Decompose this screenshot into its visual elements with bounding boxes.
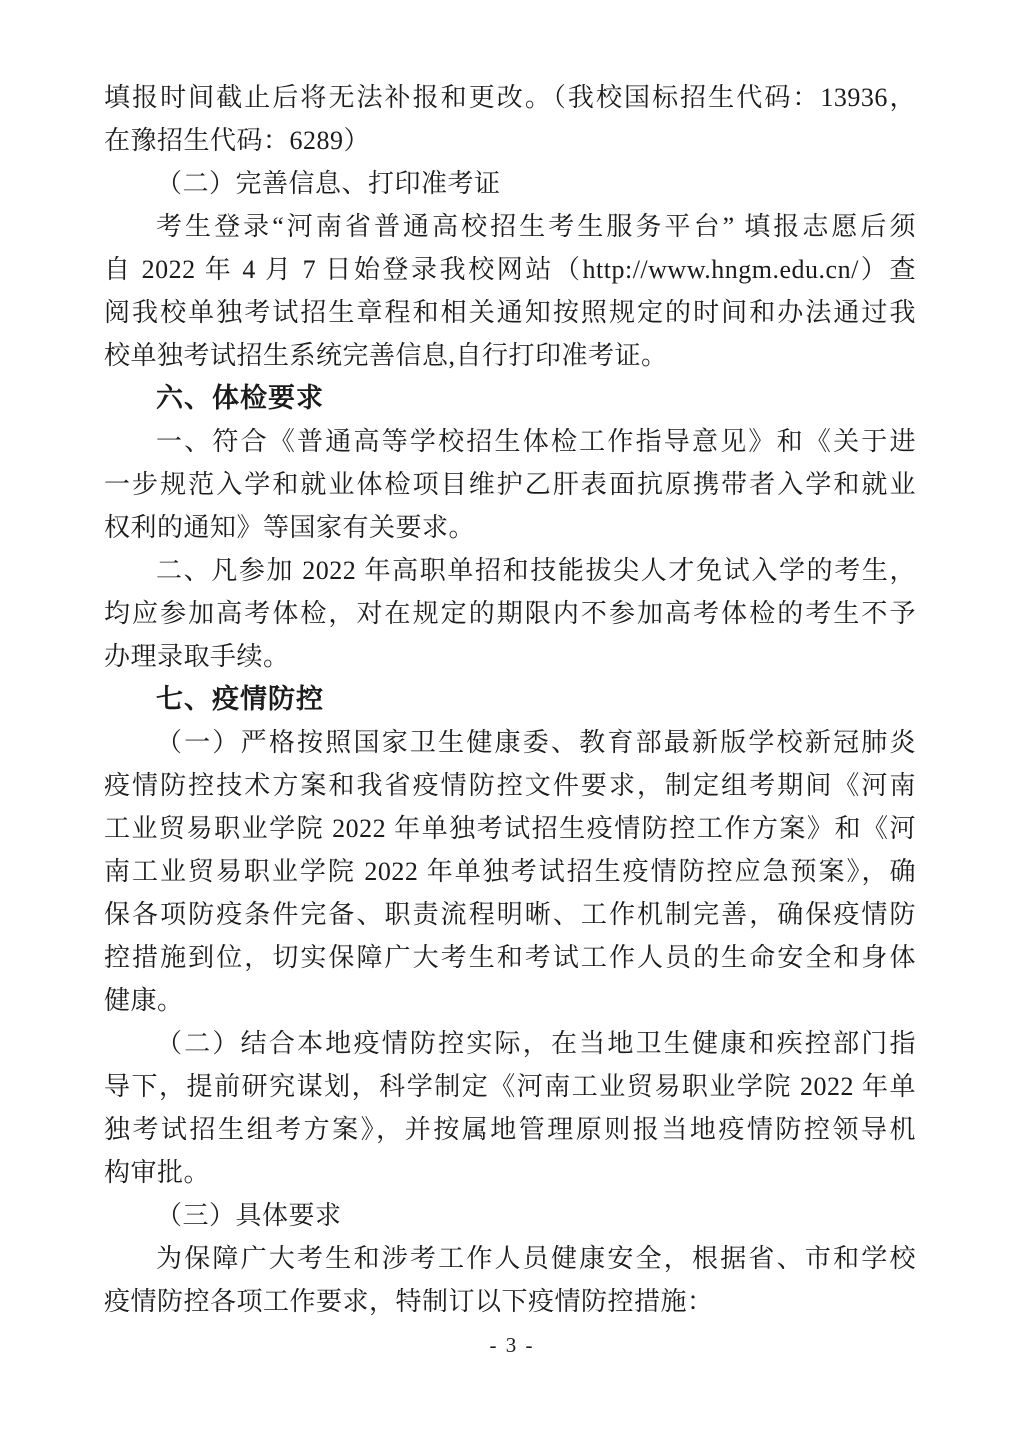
doc-line: 阅我校单独考试招生章程和相关通知按照规定的时间和办法通过我 xyxy=(104,298,916,327)
doc-line: 校单独考试招生系统完善信息,自行打印准考证。 xyxy=(104,341,668,370)
doc-line: 在豫招生代码：6289） xyxy=(104,126,371,155)
document-body xyxy=(104,76,916,1323)
doc-line: 填报时间截止后将无法补报和更改。（我校国标招生代码：13936， xyxy=(104,83,916,112)
doc-line: 一步规范入学和就业体检项目维护乙肝表面抗原携带者入学和就业 xyxy=(104,470,916,499)
doc-line: 二、凡参加 2022 年高职单招和技能拔尖人才免试入学的考生， xyxy=(156,556,916,585)
subsection-heading-complete-info: （二）完善信息、打印准考证 xyxy=(156,169,501,198)
doc-line: 考生登录“河南省普通高校招生考生服务平台” 填报志愿后须 xyxy=(156,212,916,241)
section-heading-medical-exam: 六、体检要求 xyxy=(156,383,324,413)
doc-line: 疫情防控各项工作要求，特制订以下疫情防控措施： xyxy=(104,1287,714,1316)
page-number: - 3 - xyxy=(489,1333,535,1357)
doc-line: 办理录取手续。 xyxy=(104,642,290,671)
doc-line: 南工业贸易职业学院 2022 年单独考试招生疫情防控应急预案》，确 xyxy=(104,857,916,886)
doc-line: 保各项防疫条件完备、职责流程明晰、工作机制完善，确保疫情防 xyxy=(104,900,916,929)
doc-line: 独考试招生组考方案》，并按属地管理原则报当地疫情防控领导机 xyxy=(104,1115,916,1144)
doc-line: 自 2022 年 4 月 7 日始登录我校网站（http://www.hngm.edu.cn/）查 xyxy=(104,255,916,284)
doc-line: 控措施到位，切实保障广大考生和考试工作人员的生命安全和身体 xyxy=(104,943,916,972)
doc-line: 为保障广大考生和涉考工作人员健康安全，根据省、市和学校 xyxy=(156,1244,916,1273)
doc-line: 导下，提前研究谋划，科学制定《河南工业贸易职业学院 2022 年单 xyxy=(104,1072,916,1101)
doc-line: 构审批。 xyxy=(104,1158,211,1187)
doc-line: （一）严格按照国家卫生健康委、教育部最新版学校新冠肺炎 xyxy=(156,728,916,757)
doc-line: 权利的通知》等国家有关要求。 xyxy=(104,513,476,542)
doc-line: 工业贸易职业学院 2022 年单独考试招生疫情防控工作方案》和《河 xyxy=(104,814,916,843)
doc-line: 疫情防控技术方案和我省疫情防控文件要求，制定组考期间《河南 xyxy=(104,771,916,800)
doc-line: 均应参加高考体检，对在规定的期限内不参加高考体检的考生不予 xyxy=(104,599,916,628)
subsection-heading-specific-requirements: （三）具体要求 xyxy=(156,1201,342,1230)
doc-line: （二）结合本地疫情防控实际，在当地卫生健康和疾控部门指 xyxy=(156,1029,916,1058)
doc-line: 健康。 xyxy=(104,986,184,1015)
doc-line: 一、符合《普通高等学校招生体检工作指导意见》和《关于进 xyxy=(156,427,916,456)
section-heading-epidemic-control: 七、疫情防控 xyxy=(156,684,324,714)
